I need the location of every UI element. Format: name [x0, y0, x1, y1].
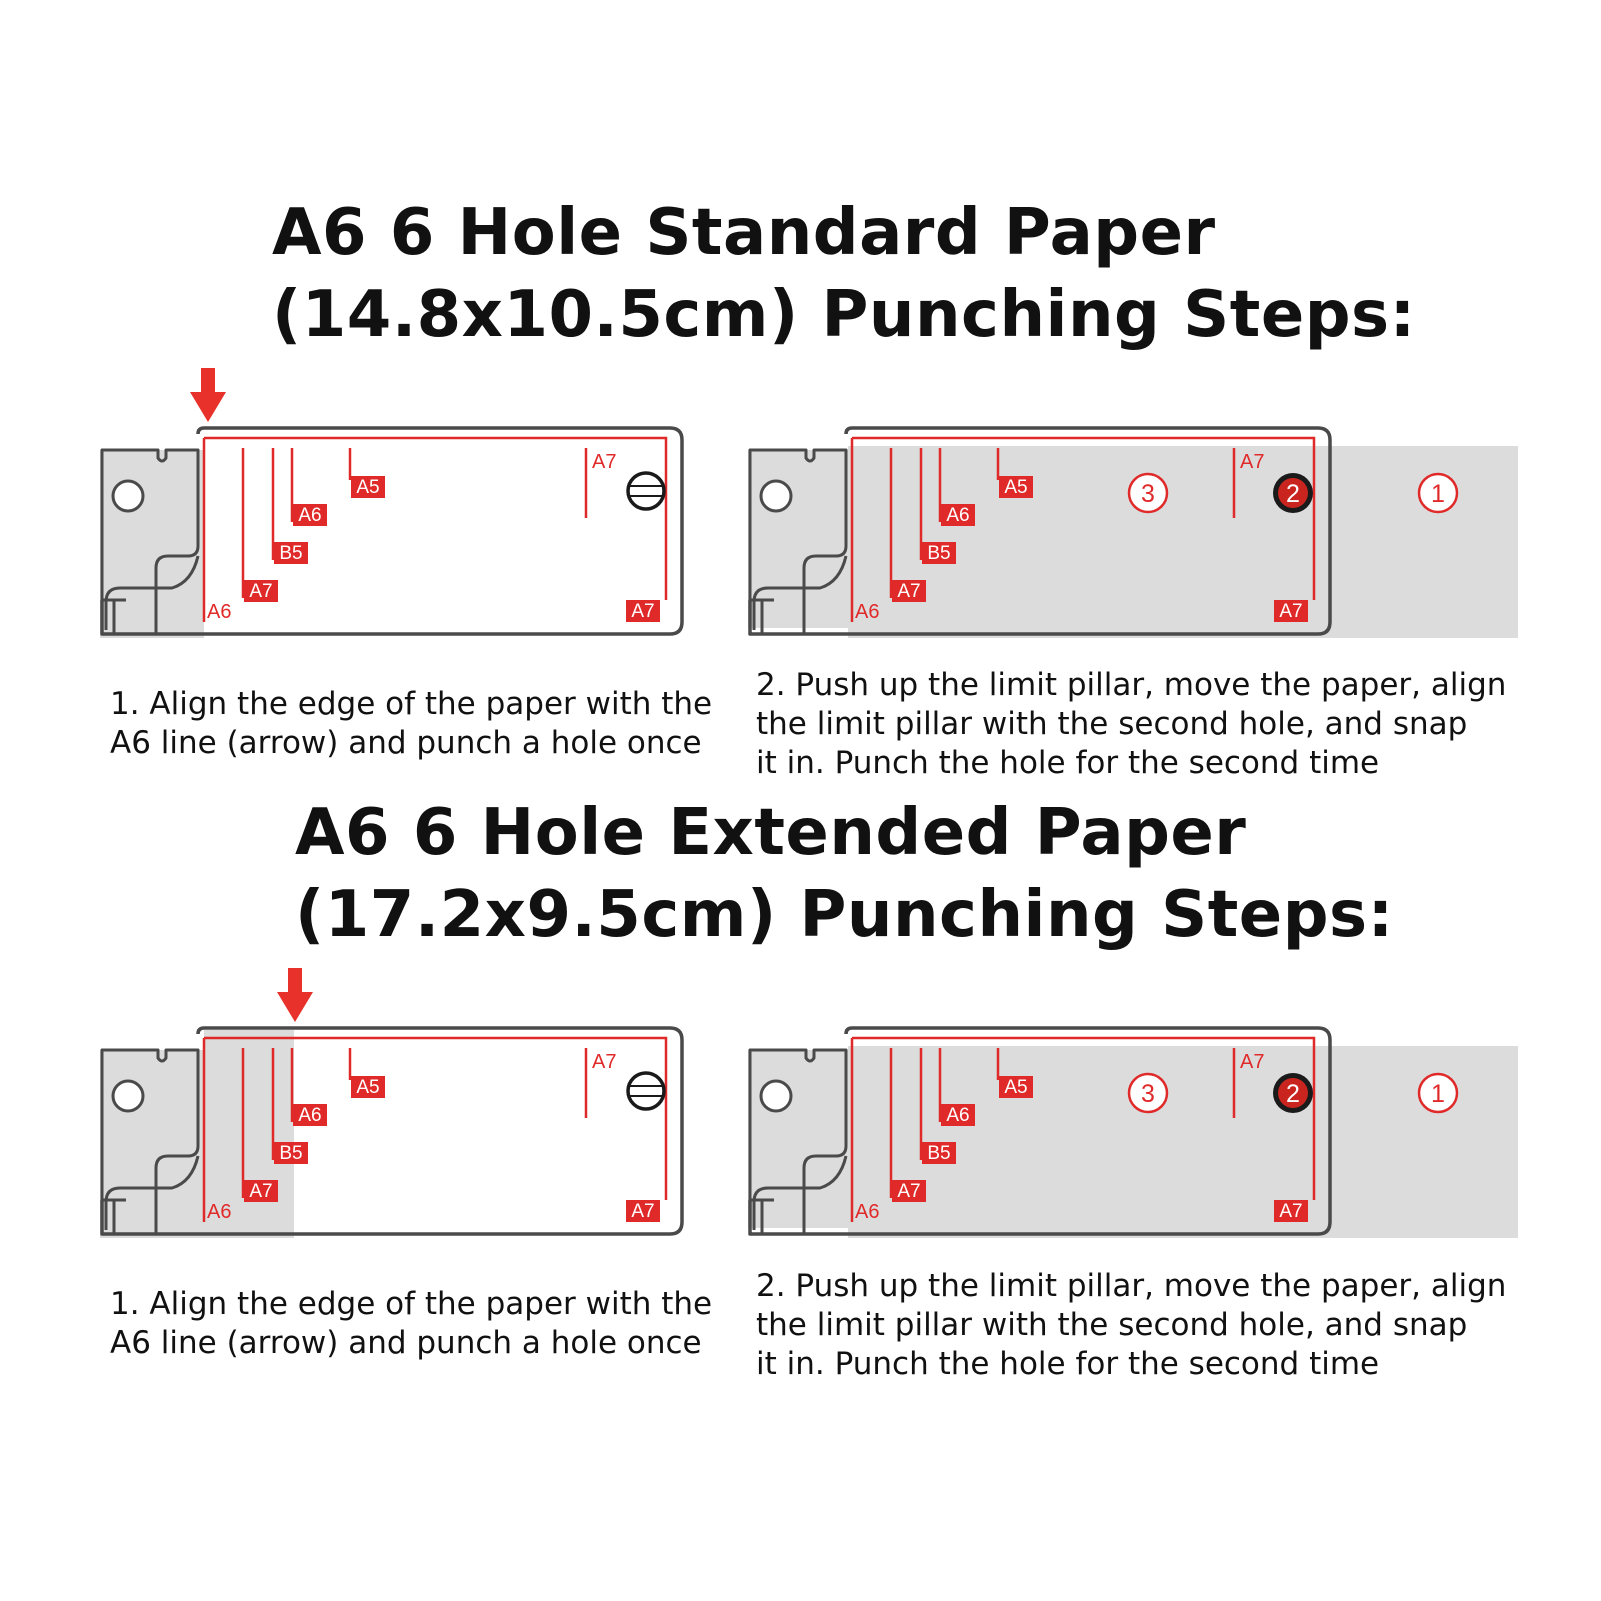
hole-marker-3	[1129, 1074, 1167, 1112]
svg-text:A7: A7	[897, 581, 921, 602]
svg-text:A5: A5	[356, 477, 380, 498]
label-b5	[274, 542, 308, 564]
svg-text:A6: A6	[946, 505, 970, 526]
svg-text:A6: A6	[298, 505, 322, 526]
label-a7-top: A7	[1240, 1051, 1265, 1073]
section-1-step-2-line-3: it in. Punch the hole for the second time	[756, 745, 1380, 781]
punch-hole-icon	[761, 481, 791, 511]
section-1-step-1-line-2: A6 line (arrow) and punch a hole once	[110, 725, 702, 761]
label-a6-box	[941, 504, 975, 526]
label-a7-bottom	[1274, 1200, 1308, 1222]
label-a7-box	[892, 580, 926, 602]
label-b5	[922, 542, 956, 564]
section-2-step-2-line-1: 2. Push up the limit pillar, move the paper, align	[756, 1268, 1507, 1304]
paper-left-strip	[100, 1050, 204, 1238]
svg-text:A7: A7	[249, 1181, 273, 1202]
svg-text:A5: A5	[1004, 1077, 1028, 1098]
section-1-title-line-1: A6 6 Hole Standard Paper	[272, 196, 1216, 270]
hole-marker-1	[1419, 474, 1457, 512]
section-2-step-1-line-1: 1. Align the edge of the paper with the	[110, 1286, 713, 1322]
label-a7-box	[892, 1180, 926, 1202]
svg-text:A5: A5	[356, 1077, 380, 1098]
label-a6-line: A6	[207, 601, 232, 623]
label-a6-box	[293, 504, 327, 526]
label-a5	[351, 1076, 385, 1098]
svg-text:A7: A7	[897, 1181, 921, 1202]
label-a7-top: A7	[592, 1051, 617, 1073]
svg-text:A7: A7	[631, 601, 655, 622]
punch-hole-icon	[761, 1081, 791, 1111]
svg-text:A7: A7	[249, 581, 273, 602]
section-2-step-2-line-2: the limit pillar with the second hole, and snap	[756, 1307, 1468, 1343]
svg-text:A5: A5	[1004, 477, 1028, 498]
svg-text:1: 1	[1431, 480, 1445, 508]
section-1-title-line-2: (14.8x10.5cm) Punching Steps:	[272, 278, 1416, 352]
hole-marker-2	[1273, 1073, 1313, 1113]
punch-hole-icon	[113, 481, 143, 511]
label-a7-bottom	[626, 1200, 660, 1222]
paper-left-strip	[100, 450, 204, 638]
label-a5	[351, 476, 385, 498]
limit-pillar-icon	[628, 1073, 664, 1109]
svg-text:A6: A6	[946, 1105, 970, 1126]
label-a6-line: A6	[855, 1201, 880, 1223]
label-a6-box	[293, 1104, 327, 1126]
section-1-step-1-line-1: 1. Align the edge of the paper with the	[110, 686, 713, 722]
label-a7-box	[244, 1180, 278, 1202]
label-a7-bottom	[1274, 600, 1308, 622]
label-a7-top: A7	[592, 451, 617, 473]
svg-text:2: 2	[1286, 1080, 1300, 1108]
hole-marker-3	[1129, 474, 1167, 512]
label-a7-box	[244, 580, 278, 602]
section-2-step-2-line-3: it in. Punch the hole for the second time	[756, 1346, 1380, 1382]
alignment-arrow-icon	[277, 968, 313, 1022]
svg-text:A7: A7	[1279, 1201, 1303, 1222]
svg-text:1: 1	[1431, 1080, 1445, 1108]
label-b5	[274, 1142, 308, 1164]
label-a5	[999, 1076, 1033, 1098]
svg-text:A7: A7	[631, 1201, 655, 1222]
svg-text:B5: B5	[927, 543, 951, 564]
svg-text:B5: B5	[279, 543, 303, 564]
label-a7-bottom	[626, 600, 660, 622]
hole-marker-1	[1419, 1074, 1457, 1112]
svg-text:B5: B5	[927, 1143, 951, 1164]
svg-text:3: 3	[1141, 1080, 1155, 1108]
label-a5	[999, 476, 1033, 498]
svg-text:A7: A7	[1279, 601, 1303, 622]
svg-text:2: 2	[1286, 480, 1300, 508]
label-a7-top: A7	[1240, 451, 1265, 473]
section-1-step-2-line-1: 2. Push up the limit pillar, move the paper, align	[756, 667, 1507, 703]
section-2-title-line-1: A6 6 Hole Extended Paper	[295, 796, 1247, 870]
alignment-arrow-icon	[190, 368, 226, 422]
label-a6-line: A6	[207, 1201, 232, 1223]
punch-hole-icon	[113, 1081, 143, 1111]
section-2-title-line-2: (17.2x9.5cm) Punching Steps:	[295, 878, 1394, 952]
limit-pillar-icon	[628, 473, 664, 509]
label-a6-box	[941, 1104, 975, 1126]
svg-text:A6: A6	[298, 1105, 322, 1126]
hole-marker-2	[1273, 473, 1313, 513]
svg-text:B5: B5	[279, 1143, 303, 1164]
section-2-step-1-line-2: A6 line (arrow) and punch a hole once	[110, 1325, 702, 1361]
label-a6-line: A6	[855, 601, 880, 623]
section-1-step-2-line-2: the limit pillar with the second hole, and snap	[756, 706, 1468, 742]
svg-text:3: 3	[1141, 480, 1155, 508]
label-b5	[922, 1142, 956, 1164]
